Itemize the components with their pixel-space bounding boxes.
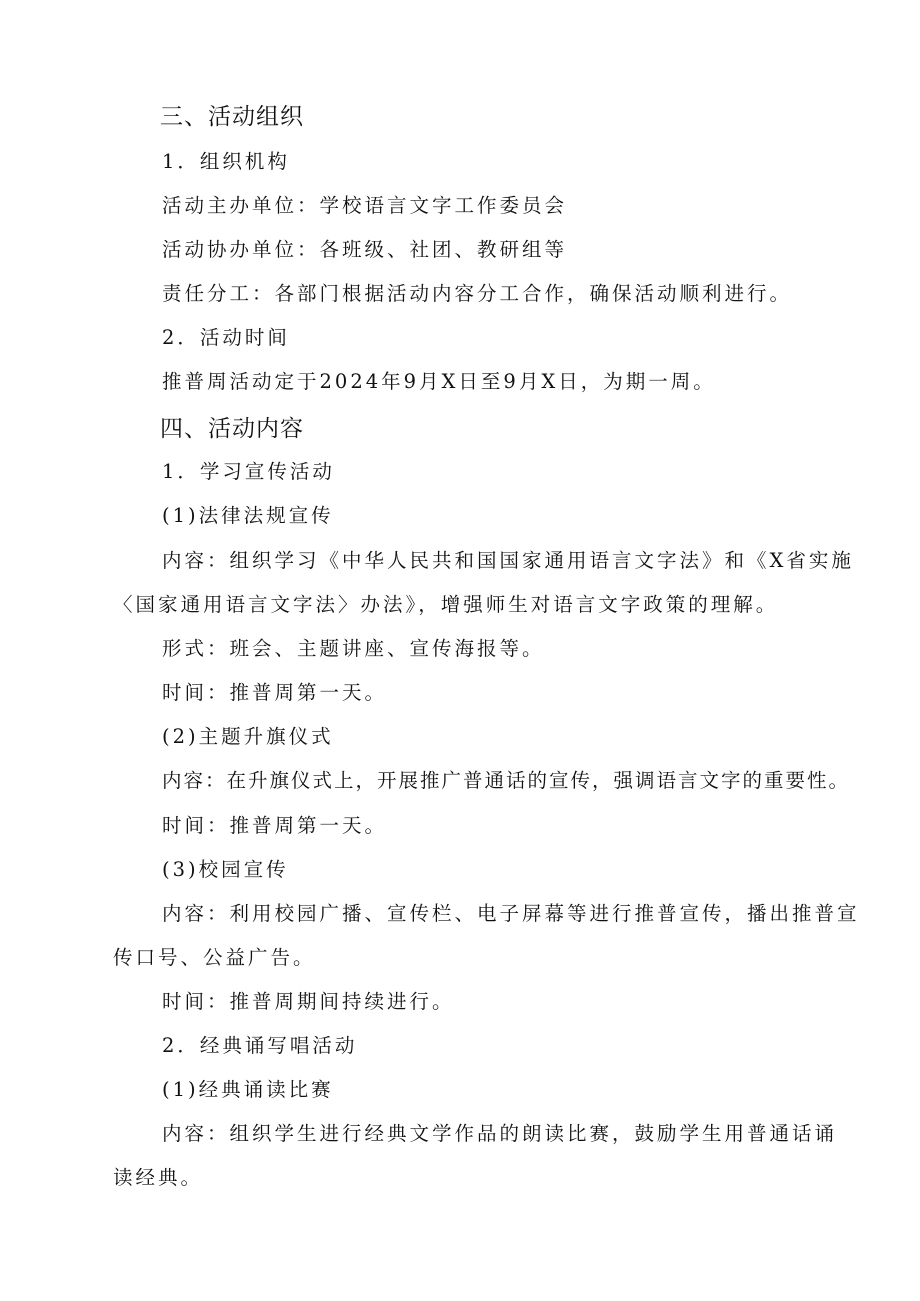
paragraph-line: 内容：组织学生进行经典文学作品的朗读比赛，鼓励学生用普通话诵 [162,1122,838,1145]
item-heading: (3)校园宣传 [162,858,289,881]
paragraph-line: 时间：推普周第一天。 [162,814,388,837]
paragraph-line: 传口号、公益广告。 [113,946,316,969]
subheading-study: 1．学习宣传活动 [162,460,335,483]
paragraph-line: 形式：班会、主题讲座、宣传海报等。 [162,637,545,660]
paragraph-line: 活动主办单位：学校语言文字工作委员会 [162,194,568,217]
subheading-time: 2．活动时间 [162,326,290,349]
paragraph-line: 内容：利用校园广播、宣传栏、电子屏幕等进行推普宣传，播出推普宣 [162,902,860,925]
item-heading: (1)法律法规宣传 [162,504,334,527]
paragraph-line: 读经典。 [113,1166,204,1189]
item-heading: (1)经典诵读比赛 [162,1078,334,1101]
paragraph-line: 内容：组织学习《中华人民共和国国家通用语言文字法》和《X省实施 [162,549,854,572]
subheading-classics: 2．经典诵写唱活动 [162,1034,358,1057]
section-heading-4: 四、活动内容 [160,416,304,442]
item-heading: (2)主题升旗仪式 [162,725,334,748]
paragraph-line: 内容：在升旗仪式上，开展推广普通话的宣传，强调语言文字的重要性。 [162,769,851,792]
paragraph-line: 推普周活动定于2024年9月X日至9月X日，为期一周。 [162,370,716,393]
subheading-organization: 1．组织机构 [162,150,290,173]
paragraph-line: 〈国家通用语言文字法〉办法》，增强师生对语言文字政策的理解。 [113,593,779,616]
paragraph-line: 时间：推普周第一天。 [162,681,388,704]
paragraph-line: 活动协办单位：各班级、社团、教研组等 [162,238,568,261]
paragraph-line: 时间：推普周期间持续进行。 [162,990,455,1013]
paragraph-line: 责任分工：各部门根据活动内容分工合作，确保活动顺利进行。 [162,282,793,305]
section-heading-3: 三、活动组织 [160,104,304,130]
